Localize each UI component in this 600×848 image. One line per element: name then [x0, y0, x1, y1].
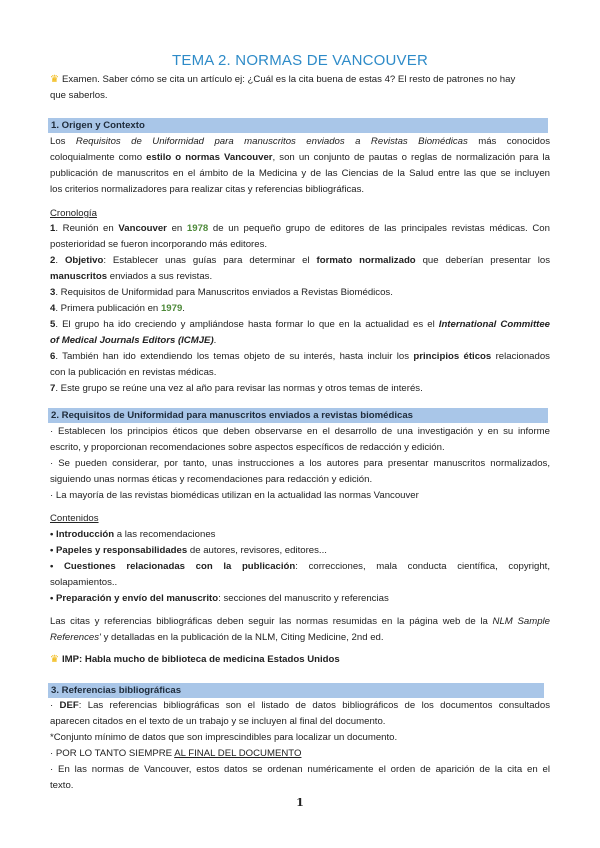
- cronologia-heading: Cronología: [50, 208, 97, 219]
- crown-icon: ♛: [50, 654, 59, 665]
- cronologia-item-3: 3. Requisitos de Uniformidad para Manuscritos enviados a Revistas Biomédicos.: [50, 287, 393, 298]
- crown-icon: ♛: [50, 74, 59, 85]
- s2-bullet-1: · Establecen los principios éticos que deben observarse en el desarrollo de una investigación y en su informe: [50, 426, 550, 437]
- intro-line-1: ♛ Examen. Saber cómo se cita un artículo ej: ¿Cuál es la cita buena de estas 4? El resto de patrones no hay: [50, 74, 516, 85]
- s1-para-line-2: coloquialmente como estilo o normas Vancouver, son un conjunto de pautas o reglas de normalización para la: [50, 152, 550, 163]
- cronologia-item-6: 6. También han ido extendiendo los temas objeto de su interés, hasta incluir los principios éticos relacionados: [50, 351, 550, 362]
- section-2-heading: 2. Requisitos de Uniformidad para manuscritos enviados a revistas biomédicas: [48, 408, 548, 423]
- contenidos-item-3: • Cuestiones relacionadas con la publicación: correcciones, mala conducta científica, copyright,: [50, 561, 550, 572]
- cronologia-item-2-cont: manuscritos enviados a sus revistas.: [50, 271, 213, 282]
- contenidos-item-3-cont: solapamientos..: [50, 577, 118, 588]
- imp-note: ♛ IMP: Habla mucho de biblioteca de medicina Estados Unidos: [50, 654, 340, 665]
- s1-para-line-1: Los Requisitos de Uniformidad para manuscritos enviados a Revistas Biomédicas más conocidos: [50, 136, 550, 147]
- s3-def-line-1: · DEF: Las referencias bibliográficas son el listado de datos bibliográficos de los documentos consultados: [50, 700, 550, 711]
- s3-order-line-2: texto.: [50, 780, 74, 791]
- cronologia-item-5: 5. El grupo ha ido creciendo y ampliándose hasta formar lo que en la actualidad es el International Committee: [50, 319, 551, 330]
- s2-bullet-2-cont: siguiendo unas normas éticas y recomendaciones para redacción y edición.: [50, 474, 373, 485]
- s3-always-line: · POR LO TANTO SIEMPRE AL FINAL DEL DOCUMENTO: [50, 748, 302, 759]
- s1-para-line-3: publicación de manuscritos en el ámbito de la Medicina y de las Ciencias de la Salud entre las que se incluyen: [50, 168, 550, 179]
- contenidos-item-2: • Papeles y responsabilidades de autores, revisores, editores...: [50, 545, 327, 556]
- cronologia-item-6-cont: con la publicación en revistas médicas.: [50, 367, 217, 378]
- cronologia-item-7: 7. Este grupo se reúne una vez al año para revisar las normas y otros temas de interés.: [50, 383, 423, 394]
- s1-para-line-4: los criterios normalizadores para realizar citas y referencias bibliográficas.: [50, 184, 365, 195]
- cronologia-item-4: 4. Primera publicación en 1979.: [50, 303, 185, 314]
- cronologia-item-1: 1. Reunión en Vancouver en 1978 de un pequeño grupo de editores de las principales revistas médicas. Con: [50, 223, 550, 234]
- s3-order-line-1: · En las normas de Vancouver, estos datos se ordenan numéricamente el orden de aparición de la cita en el: [50, 764, 550, 775]
- s3-note: *Conjunto mínimo de datos que son imprescindibles para localizar un documento.: [50, 732, 398, 743]
- cronologia-item-1-cont: posterioridad se fueron incorporando más editores.: [50, 239, 268, 250]
- section-3-heading: 3. Referencias bibliográficas: [48, 683, 544, 698]
- s2-note-line-2: References' y detalladas en la publicación de la NLM, Citing Medicine, 2nd ed.: [50, 632, 384, 643]
- cronologia-item-2: 2. Objetivo: Establecer unas guías para determinar el formato normalizado que deberían presentar los: [50, 255, 551, 266]
- s2-bullet-2: · Se pueden considerar, por tanto, unas instrucciones a los autores para presentar manuscritos normalizados,: [50, 458, 550, 469]
- s2-bullet-1-cont: escrito, y proporcionan recomendaciones sobre aspectos específicos de redacción y edición.: [50, 442, 445, 453]
- intro-line-2: que saberlos.: [50, 90, 108, 101]
- page-number: 1: [296, 796, 304, 809]
- contenidos-item-4: • Preparación y envío del manuscrito: secciones del manuscrito y referencias: [50, 593, 389, 604]
- section-1-heading: 1. Origen y Contexto: [48, 118, 548, 133]
- contenidos-heading: Contenidos: [50, 513, 99, 524]
- page-title: TEMA 2. NORMAS DE VANCOUVER: [172, 52, 428, 69]
- s3-def-line-2: aparecen citados en el texto de un trabajo y se incluyen al final del documento.: [50, 716, 386, 727]
- s2-note-line-1: Las citas y referencias bibliográficas deben seguir las normas resumidas en la página web de la NLM Sample: [50, 616, 551, 627]
- cronologia-item-5-cont: of Medical Journals Editors (ICMJE).: [50, 335, 217, 346]
- contenidos-item-1: • Introducción a las recomendaciones: [50, 529, 216, 540]
- s2-bullet-3: · La mayoría de las revistas biomédicas utilizan en la actualidad las normas Vancouver: [50, 490, 419, 501]
